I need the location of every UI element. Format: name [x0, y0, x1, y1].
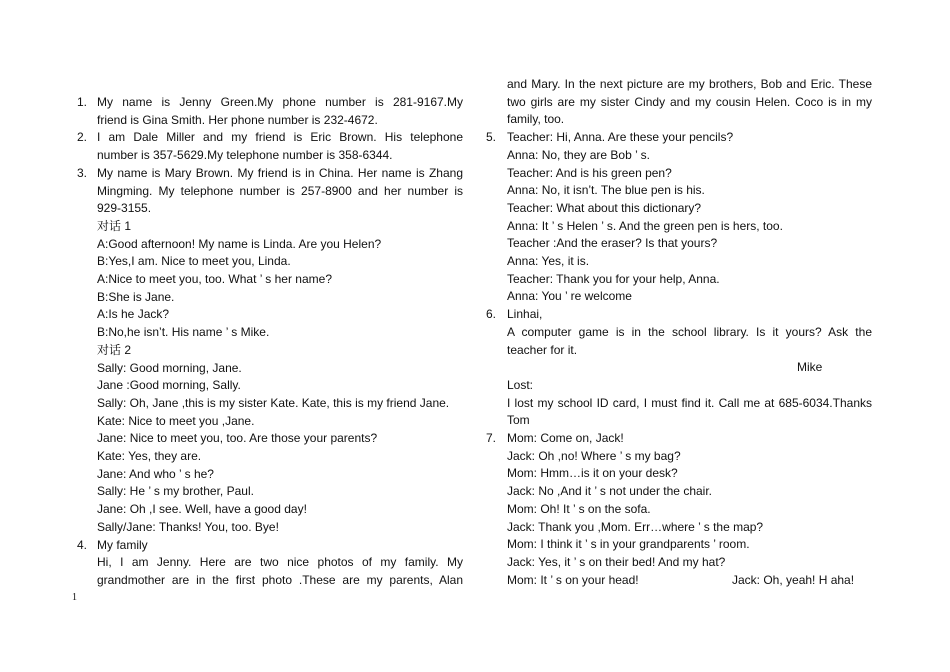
text-line: Hi, I am Jenny. Here are two nice photos of my family. My [97, 555, 463, 570]
text-line: Mike [797, 360, 823, 375]
text-line: Kate: Yes, they are. [97, 449, 202, 463]
text-line: Teacher: Hi, Anna. Are these your pencils? [507, 130, 734, 145]
text-line: Sally: He ’ s my brother, Paul. [97, 484, 254, 499]
text-line: Tom [507, 413, 530, 428]
text-line: Jane: And who ’ s he? [97, 466, 214, 481]
text-line: Jane: Oh ,I see. Well, have a good day! [97, 502, 307, 517]
text-line: My name is Jenny Green.My phone number is 281-9167.My [97, 95, 463, 109]
text-line: Teacher :And the eraser? Is that yours? [507, 236, 718, 251]
item-number: 1. [77, 95, 88, 109]
text-line: B:She is Jane. [97, 289, 175, 304]
text-line: Anna: Yes, it is. [507, 254, 590, 268]
text-line: friend is Gina Smith. Her phone number is 232-4672. [97, 112, 378, 127]
item-number: 6. [486, 307, 497, 322]
text-line: grandmother are in the first photo .These are my parents, Alan [97, 572, 463, 587]
text-line: Anna: You ’ re welcome [507, 289, 632, 304]
text-line: B:Yes,I am. Nice to meet you, Linda. [97, 254, 291, 269]
text-line: My family [97, 537, 148, 552]
text-line: number is 357-5629.My telephone number is 358-6344. [97, 148, 393, 163]
text-line: I lost my school ID card, I must find it. Call me at 685-6034.Thanks [507, 395, 872, 410]
item-number: 5. [486, 130, 497, 145]
text-line: 对话 1 [97, 218, 132, 233]
item-number: 4. [77, 537, 88, 552]
text-line: A:Nice to meet you, too. What ’ s her name? [97, 272, 332, 286]
item-number: 7. [486, 431, 497, 445]
text-line: Jane :Good morning, Sally. [97, 378, 241, 393]
text-line: Teacher: And is his green pen? [507, 165, 672, 180]
text-line: B:No,he isn’t. His name ’ s Mike. [97, 325, 270, 340]
text-line: Teacher: What about this dictionary? [507, 200, 702, 215]
text-line: My name is Mary Brown. My friend is in China. Her name is Zhang [97, 165, 463, 180]
text-line: Mom: Hmm…is it on your desk? [507, 466, 678, 481]
text-line: Sally/Jane: Thanks! You, too. Bye! [97, 519, 279, 534]
text-line: A:Good afternoon! My name is Linda. Are you Helen? [97, 236, 382, 251]
text-line: I am Dale Miller and my friend is Eric Brown. His telephone [97, 130, 463, 145]
text-line: Anna: No, it isn’t. The blue pen is his. [507, 183, 705, 198]
text-line: 929-3155. [97, 201, 152, 216]
text-line: Mom: It ’ s on your head! [507, 572, 639, 587]
text-line: A:Is he Jack? [97, 307, 170, 322]
item-number: 2. [77, 130, 88, 145]
text-line: Linhai, [507, 307, 543, 322]
text-line: Sally: Good morning, Jane. [97, 360, 242, 375]
text-line: and Mary. In the next picture are my brothers, Bob and Eric. These [507, 77, 872, 91]
text-line-tail: Jack: Oh, yeah! H aha! [732, 572, 855, 587]
text-line: Mom: Come on, Jack! [507, 431, 624, 445]
text-line: Jane: Nice to meet you, too. Are those your parents? [97, 431, 378, 446]
text-line: teacher for it. [507, 342, 578, 357]
text-line: Jack: Oh ,no! Where ’ s my bag? [507, 448, 681, 463]
text-line: Jack: Thank you ,Mom. Err…where ’ s the map? [507, 519, 764, 534]
text-line: Anna: No, they are Bob ’ s. [507, 147, 650, 162]
item-number: 3. [77, 165, 88, 180]
text-line: Kate: Nice to meet you ,Jane. [97, 413, 255, 428]
text-line: 对话 2 [97, 342, 132, 357]
text-line: Jack: No ,And it ’ s not under the chair. [507, 484, 712, 499]
text-line: A computer game is in the school library. Is it yours? Ask the [507, 324, 872, 339]
text-line: Lost: [507, 377, 534, 392]
text-line: family, too. [507, 112, 565, 127]
text-line: Mom: I think it ’ s in your grandparents ’ room. [507, 537, 750, 552]
text-line: two girls are my sister Cindy and my cousin Helen. Coco is in my [507, 94, 872, 109]
text-line: Jack: Yes, it ’ s on their bed! And my hat? [507, 554, 726, 569]
text-line: Anna: It ’ s Helen ’ s. And the green pen is hers, too. [507, 218, 783, 233]
text-line: Teacher: Thank you for your help, Anna. [507, 271, 720, 286]
text-line: Mingming. My telephone number is 257-8900 and her number is [97, 183, 463, 198]
page-number: 1 [72, 592, 77, 603]
text-line: Sally: Oh, Jane ,this is my sister Kate. Kate, this is my friend Jane. [97, 395, 450, 410]
text-line: Mom: Oh! It ’ s on the sofa. [507, 501, 651, 516]
